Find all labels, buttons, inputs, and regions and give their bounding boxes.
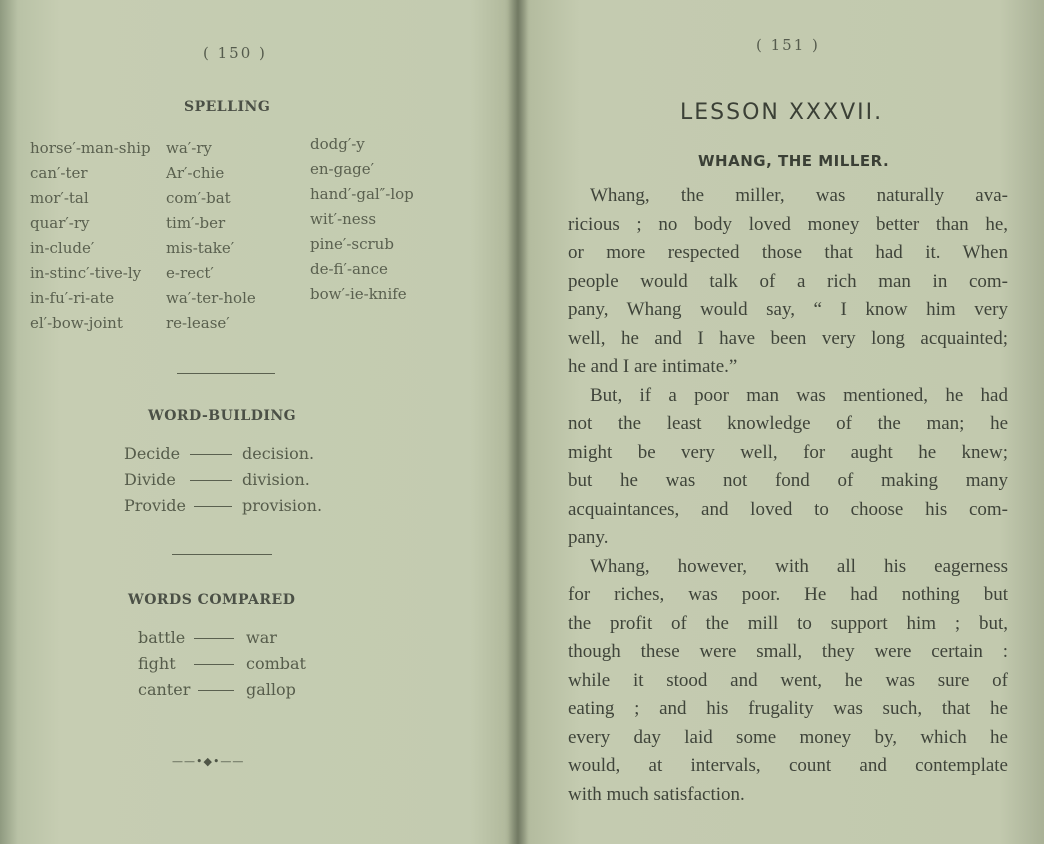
story-text bbox=[568, 182, 1008, 809]
base-word: Divide bbox=[124, 470, 176, 489]
spelling-column-2 bbox=[166, 136, 256, 336]
text-line: though these were small, they were certain : bbox=[568, 641, 1008, 662]
base-word: canter bbox=[138, 680, 191, 699]
derived-word: division. bbox=[242, 470, 310, 489]
base-word: Provide bbox=[124, 496, 186, 515]
text-line: well, he and I have been very long acquainted; bbox=[568, 327, 1008, 349]
spelling-column-3 bbox=[310, 132, 414, 307]
compared-word: war bbox=[246, 628, 277, 647]
word-building-row bbox=[124, 441, 384, 467]
spelling-word: pine′-scrub bbox=[310, 235, 394, 253]
end-ornament: ——•◆•—— bbox=[172, 755, 245, 768]
spelling-word: el′-bow-joint bbox=[30, 314, 123, 332]
text-line: might be very well, for aught he knew; bbox=[568, 441, 1008, 463]
spelling-word: wit′-ness bbox=[310, 210, 377, 228]
page-number-left: ( 150 ) bbox=[203, 44, 267, 62]
lesson-title: LESSON XXXVII. bbox=[680, 100, 884, 125]
word-building-row bbox=[124, 493, 384, 519]
dash-line bbox=[194, 506, 232, 507]
text-line: but he was not fond of making many bbox=[568, 470, 1008, 491]
word-building-title: WORD-BUILDING bbox=[148, 408, 297, 424]
spelling-word: mor′-tal bbox=[30, 189, 89, 207]
text-line: people would talk of a rich man in com- bbox=[568, 270, 1008, 292]
text-line: pany. bbox=[568, 527, 609, 548]
word-building-row bbox=[124, 467, 384, 493]
dash-line bbox=[194, 664, 234, 665]
derived-word: provision. bbox=[242, 496, 323, 515]
compared-word: combat bbox=[246, 654, 306, 673]
spelling-word: Ar′-chie bbox=[166, 164, 225, 182]
word-building-list bbox=[124, 441, 384, 519]
text-line: every day laid some money by, which he bbox=[568, 726, 1008, 748]
spelling-word: bow′-ie-knife bbox=[310, 285, 407, 303]
words-compared-title: WORDS COMPARED bbox=[128, 592, 296, 608]
base-word: fight bbox=[138, 654, 176, 673]
words-compared-list bbox=[138, 625, 358, 703]
spelling-word: re-lease′ bbox=[166, 314, 230, 332]
left-page bbox=[0, 0, 518, 844]
spelling-word: tim′-ber bbox=[166, 214, 226, 232]
spelling-word: wa′-ry bbox=[166, 139, 212, 157]
text-line: not the least knowledge of the man; he bbox=[568, 413, 1008, 434]
spelling-word: e-rect′ bbox=[166, 264, 214, 282]
text-line: the profit of the mill to support him ; but, bbox=[568, 612, 1008, 634]
spelling-word: quar′-ry bbox=[30, 214, 90, 232]
text-line: Whang, the miller, was naturally ava- bbox=[590, 185, 1008, 206]
spelling-word: dodg′-y bbox=[310, 135, 365, 153]
words-compared-row bbox=[138, 677, 358, 703]
text-line: But, if a poor man was mentioned, he had bbox=[590, 384, 1008, 406]
text-line: acquaintances, and loved to choose his com- bbox=[568, 498, 1008, 520]
spelling-title: SPELLING bbox=[184, 99, 271, 115]
text-line: ricious ; no body loved money better than he, bbox=[568, 213, 1008, 235]
text-line: he and I are intimate.” bbox=[568, 356, 738, 377]
story-title: WHANG, THE MILLER. bbox=[698, 152, 890, 170]
spelling-word: horse′-man-ship bbox=[30, 139, 151, 157]
dash-line bbox=[194, 638, 234, 639]
compared-word: gallop bbox=[246, 680, 296, 699]
section-divider bbox=[172, 554, 272, 555]
dash-line bbox=[190, 454, 232, 455]
right-page bbox=[518, 0, 1044, 844]
spelling-word: in-stinc′-tive-ly bbox=[30, 264, 142, 282]
text-line: for riches, was poor. He had nothing but bbox=[568, 584, 1008, 605]
page-number-right: ( 151 ) bbox=[756, 36, 820, 54]
base-word: battle bbox=[138, 628, 186, 647]
text-line: Whang, however, with all his eagerness bbox=[590, 555, 1008, 577]
spelling-word: mis-take′ bbox=[166, 239, 235, 257]
text-line: pany, Whang would say, “ I know him very bbox=[568, 299, 1008, 320]
spelling-word: can′-ter bbox=[30, 164, 88, 182]
spelling-word: hand′-gal″-lop bbox=[310, 185, 414, 203]
spelling-word: de-fi′-ance bbox=[310, 260, 388, 278]
text-line: while it stood and went, he was sure of bbox=[568, 669, 1008, 691]
text-line: eating ; and his frugality was such, that he bbox=[568, 698, 1008, 719]
spelling-word: en-gage′ bbox=[310, 160, 375, 178]
text-line: or more respected those that had it. When bbox=[568, 242, 1008, 263]
section-divider bbox=[177, 373, 275, 374]
base-word: Decide bbox=[124, 444, 181, 463]
spelling-word: in-fu′-ri-ate bbox=[30, 289, 115, 307]
text-line: would, at intervals, count and contemplate bbox=[568, 755, 1008, 776]
spelling-word: in-clude′ bbox=[30, 239, 95, 257]
text-line: with much satisfaction. bbox=[568, 783, 745, 805]
dash-line bbox=[198, 690, 234, 691]
words-compared-row bbox=[138, 651, 358, 677]
spelling-word: wa′-ter-hole bbox=[166, 289, 256, 307]
words-compared-row bbox=[138, 625, 358, 651]
derived-word: decision. bbox=[242, 444, 315, 463]
spelling-word: com′-bat bbox=[166, 189, 231, 207]
spelling-column-1 bbox=[30, 136, 151, 336]
dash-line bbox=[190, 480, 232, 481]
